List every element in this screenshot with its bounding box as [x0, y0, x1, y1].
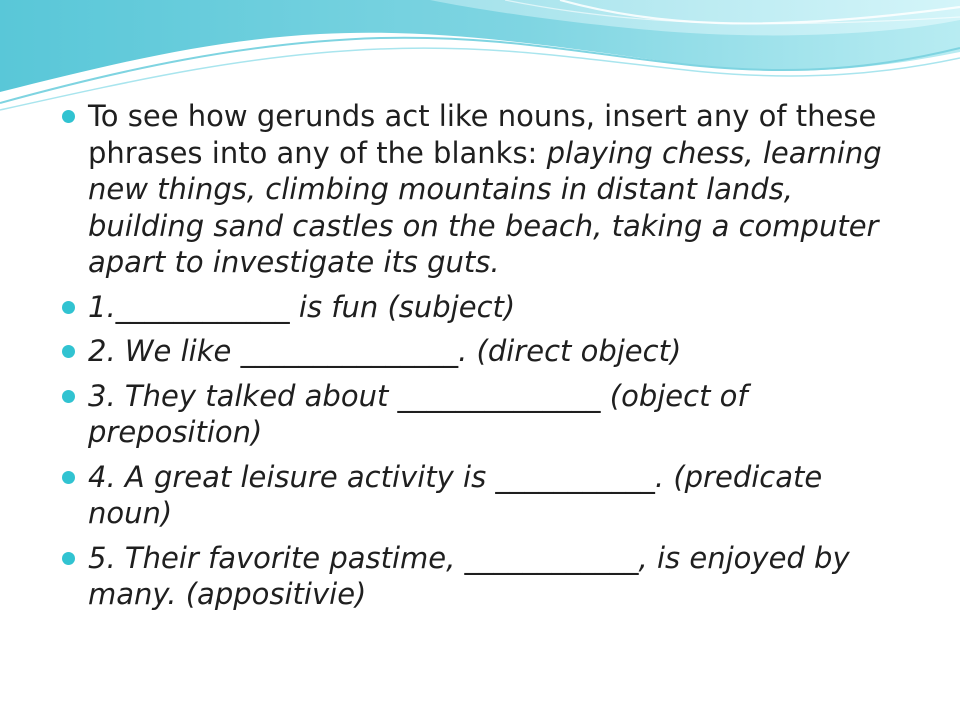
bullet-item-3: [60, 378, 900, 451]
bullet-item-4: [60, 459, 900, 532]
exercise-text: 2. We like _______________. (direct object): [88, 334, 682, 368]
bullet-icon: [62, 552, 75, 565]
intro-text: To see how gerunds act like nouns, insert any of these phrases into any of the blanks:: [88, 99, 877, 170]
bullet-item-intro: [60, 98, 900, 281]
bullet-list: [60, 98, 900, 613]
exercise-text: 5. Their favorite pastime, ____________, is enjoyed by many. (appositivie): [88, 540, 850, 611]
bullet-item-5: [60, 540, 900, 613]
bullet-item-2: [60, 333, 900, 370]
slide-body: [60, 98, 900, 621]
bullet-item-1: [60, 289, 900, 326]
intro-examples: playing chess, learning new things, climbing mountains in distant lands, building sand castles on the beach, taking a computer apart to investigate its guts.: [88, 135, 882, 279]
bullet-icon: [62, 471, 75, 484]
exercise-text: 4. A great leisure activity is ___________. (predicate noun): [88, 459, 823, 530]
bullet-icon: [62, 301, 75, 314]
bullet-icon: [62, 390, 75, 403]
bullet-icon: [62, 110, 75, 123]
exercise-text: 3. They talked about ______________ (object of preposition): [88, 378, 748, 449]
exercise-text: 1.____________ is fun (subject): [88, 289, 516, 324]
bullet-icon: [62, 345, 75, 358]
